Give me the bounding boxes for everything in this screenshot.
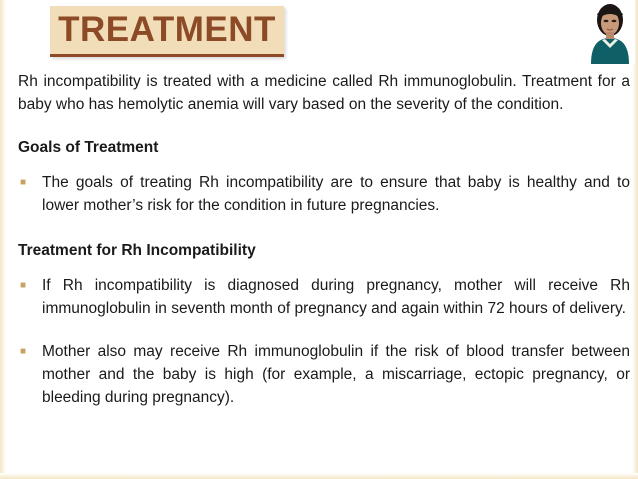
slide-border-left — [0, 0, 6, 479]
slide-content — [18, 70, 630, 409]
presenter-photo-image — [585, 0, 635, 64]
bullet-text: If Rh incompatibility is diagnosed during pregnancy, mother will receive Rh immunoglobulin in seventh month of pregnancy and again within 72 hours of delivery. — [42, 277, 630, 317]
bullet-text: Mother also may receive Rh immunoglobulin if the risk of blood transfer between mother and the baby is high (for example, a miscarriage, ectopic pregnancy, or bleeding during pregnancy). — [42, 343, 630, 406]
bullet-text: The goals of treating Rh incompatibility are to ensure that baby is healthy and to lower mother’s risk for the condition in future pregnancies. — [42, 174, 630, 214]
list-item — [18, 340, 630, 409]
square-bullet-icon: ■ — [20, 177, 27, 188]
slide-border-bottom — [0, 473, 638, 479]
square-bullet-icon: ■ — [20, 346, 27, 357]
list-item — [18, 171, 630, 217]
slide-border-right — [632, 0, 638, 479]
presenter-photo — [585, 0, 635, 64]
list-item — [18, 274, 630, 320]
slide-title: TREATMENT — [58, 10, 276, 49]
section-heading-goals: Goals of Treatment — [18, 139, 159, 156]
section-heading-treatment: Treatment for Rh Incompatibility — [18, 242, 256, 259]
square-bullet-icon: ■ — [20, 280, 27, 291]
intro-paragraph: Rh incompatibility is treated with a medicine called Rh immunoglobulin. Treatment for a baby who has hemolytic anemia will vary based on the severity of the condition. — [18, 73, 630, 113]
